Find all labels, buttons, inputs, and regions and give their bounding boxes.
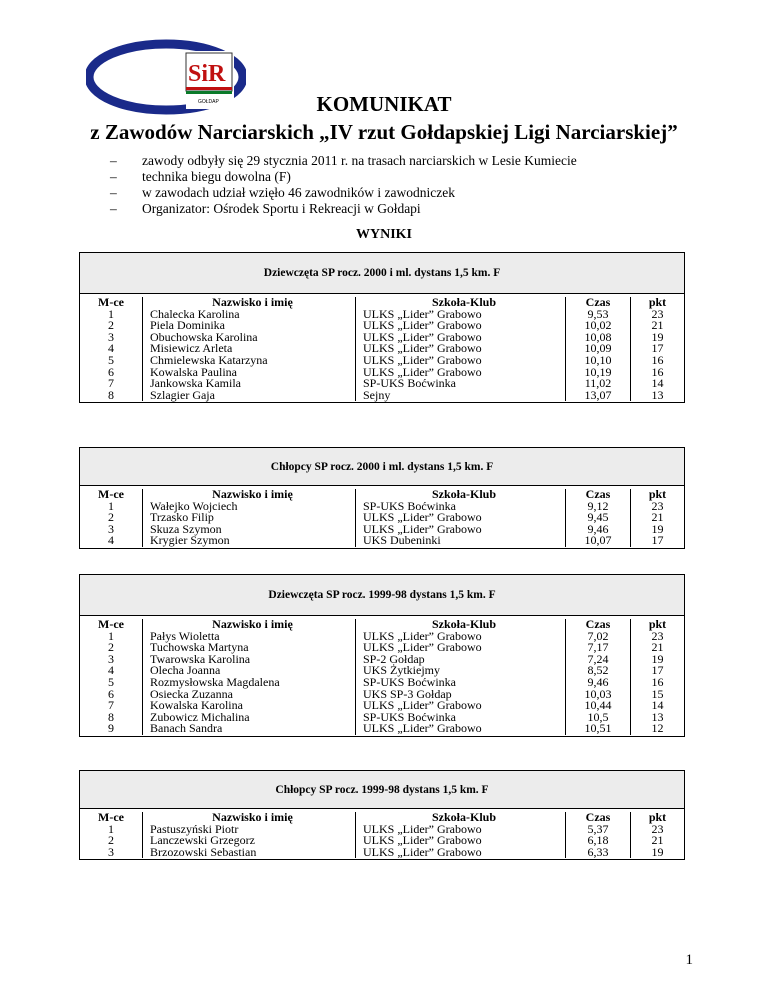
column-place (80, 297, 143, 401)
column-place (80, 812, 143, 858)
table-cell: 23 (651, 498, 664, 513)
results-table (80, 486, 684, 548)
table-cell: Chalecka Karolina (150, 306, 240, 321)
column-header: pkt (648, 295, 667, 309)
table-cell: 7 (108, 376, 114, 391)
logo-subtext: GOŁDAP (198, 99, 219, 105)
table-cell: 9,46 (587, 521, 609, 536)
table-cell: 10,07 (584, 533, 612, 548)
column-header: M-ce (98, 810, 124, 824)
section-title: Dziewczęta SP rocz. 2000 i ml. dystans 1,5 km. F (80, 253, 684, 294)
table-cell: 19 (651, 521, 664, 536)
table-cell: 2 (108, 833, 114, 848)
table-cell: Twarowska Karolina (150, 651, 251, 666)
results-section (79, 252, 685, 403)
column-points (631, 812, 684, 858)
column-header: Nazwisko i imię (212, 810, 293, 824)
table-cell: Lanczewski Grzegorz (150, 833, 255, 848)
table-cell: 12 (651, 721, 664, 736)
column-header: Szkoła-Klub (431, 810, 497, 824)
table-cell: UKS Żytkiejmy (363, 663, 440, 678)
table-cell: ULKS „Lider” Grabowo (363, 306, 482, 321)
column-header: pkt (648, 810, 667, 824)
table-cell: 14 (651, 698, 664, 713)
table-cell: SP-UKS Boćwinka (363, 674, 457, 689)
table-cell: ULKS „Lider” Grabowo (363, 628, 482, 643)
table-cell: 1 (108, 498, 114, 513)
table-cell: 9,12 (587, 498, 609, 513)
table-cell: 23 (651, 628, 664, 643)
table-cell: Piela Dominika (150, 318, 225, 333)
column-club (356, 297, 566, 401)
table-cell: 4 (108, 341, 114, 356)
column-time (566, 297, 631, 401)
column-place (80, 619, 143, 735)
table-cell: 15 (651, 686, 664, 701)
table-cell: ULKS „Lider” Grabowo (363, 821, 482, 836)
table-cell: 9,45 (587, 510, 609, 525)
table-cell: ULKS „Lider” Grabowo (363, 341, 482, 356)
table-cell: ULKS „Lider” Grabowo (363, 352, 482, 367)
table-cell: 6,18 (587, 833, 609, 848)
table-cell: 9,53 (587, 306, 609, 321)
table-cell: 1 (108, 821, 114, 836)
table-cell: 21 (651, 510, 664, 525)
column-place (80, 489, 143, 547)
column-header: pkt (648, 617, 667, 631)
column-time (566, 619, 631, 735)
intro-item: – Organizator: Ośrodek Sportu i Rekreacji w Gołdapi (110, 201, 577, 217)
table-cell: ULKS „Lider” Grabowo (363, 721, 482, 736)
table-cell: Pastuszyński Piotr (150, 821, 239, 836)
results-table (80, 809, 684, 859)
column-header: Szkoła-Klub (431, 295, 497, 309)
table-cell: 3 (108, 521, 114, 536)
table-cell: 10,44 (584, 698, 612, 713)
column-header: M-ce (98, 617, 124, 631)
table-cell: UKS SP-3 Gołdap (363, 686, 452, 701)
table-cell: 13 (651, 709, 664, 724)
table-cell: 21 (651, 640, 664, 655)
column-club (356, 489, 566, 547)
column-club (356, 812, 566, 858)
table-cell: ULKS „Lider” Grabowo (363, 510, 482, 525)
table-cell: SP-UKS Boćwinka (363, 709, 457, 724)
table-cell: 2 (108, 318, 114, 333)
table-cell: 1 (108, 306, 114, 321)
table-cell: 5,37 (587, 821, 609, 836)
table-cell: 4 (108, 663, 114, 678)
table-cell: 10,10 (584, 352, 612, 367)
table-cell: 23 (651, 821, 664, 836)
table-cell: 7,02 (587, 628, 609, 643)
column-name (143, 812, 356, 858)
column-club (356, 619, 566, 735)
table-cell: 10,51 (584, 721, 612, 736)
column-name (143, 619, 356, 735)
table-cell: 6 (108, 686, 114, 701)
table-cell: 14 (651, 376, 664, 391)
table-cell: 9 (108, 721, 114, 736)
column-header: Czas (585, 295, 611, 309)
table-cell: 8,52 (587, 663, 609, 678)
table-cell: SP-UKS Boćwinka (363, 498, 457, 513)
table-cell: 4 (108, 533, 114, 548)
section-title: Chłopcy SP rocz. 2000 i ml. dystans 1,5 km. F (80, 448, 684, 486)
table-cell: Rozmysłowska Magdalena (150, 674, 280, 689)
table-cell: Brzozowski Sebastian (150, 844, 257, 859)
table-cell: 17 (651, 533, 664, 548)
column-name (143, 489, 356, 547)
table-cell: 21 (651, 318, 664, 333)
table-cell: 2 (108, 640, 114, 655)
section-title: Dziewczęta SP rocz. 1999-98 dystans 1,5 km. F (80, 575, 684, 616)
results-section (79, 447, 685, 549)
table-cell: 19 (651, 329, 664, 344)
table-cell: 13,07 (584, 387, 612, 402)
table-cell: 7 (108, 698, 114, 713)
results-table (80, 294, 684, 402)
document-subtitle: z Zawodów Narciarskich „IV rzut Gołdapskiej Ligi Narciarskiej” (90, 120, 678, 144)
table-cell: ULKS „Lider” Grabowo (363, 521, 482, 536)
table-cell: Kowalska Paulina (150, 364, 237, 379)
table-cell: 16 (651, 364, 664, 379)
table-cell: 7,17 (587, 640, 609, 655)
table-cell: UKS Dubeninki (363, 533, 441, 548)
column-header: Szkoła-Klub (431, 617, 497, 631)
intro-item: – zawody odbyły się 29 stycznia 2011 r. na trasach narciarskich w Lesie Kumiecie (110, 153, 577, 169)
table-cell: Chmielewska Katarzyna (150, 352, 268, 367)
table-cell: 10,08 (584, 329, 612, 344)
table-cell: 3 (108, 844, 114, 859)
table-cell: Olecha Joanna (150, 663, 221, 678)
column-header: pkt (648, 487, 667, 501)
results-section (79, 770, 685, 860)
column-points (631, 619, 684, 735)
table-cell: 8 (108, 709, 114, 724)
table-cell: ULKS „Lider” Grabowo (363, 640, 482, 655)
table-cell: 5 (108, 352, 114, 367)
results-heading: WYNIKI (355, 227, 412, 242)
table-cell: 1 (108, 628, 114, 643)
table-cell: 16 (651, 674, 664, 689)
table-cell: ULKS „Lider” Grabowo (363, 698, 482, 713)
table-cell: Sejny (363, 387, 391, 402)
table-cell: Wałejko Wojciech (150, 498, 238, 513)
column-header: Czas (585, 810, 611, 824)
table-cell: 19 (651, 844, 664, 859)
column-points (631, 489, 684, 547)
table-cell: Krygier Szymon (150, 533, 230, 548)
logo-text: SiR (188, 61, 226, 87)
column-header: Czas (585, 617, 611, 631)
table-cell: SP-2 Gołdap (363, 651, 425, 666)
results-table (80, 616, 684, 736)
table-cell: 16 (651, 352, 664, 367)
table-cell: 19 (651, 651, 664, 666)
table-cell: Pałys Wioletta (150, 628, 220, 643)
table-cell: 3 (108, 329, 114, 344)
table-cell: ULKS „Lider” Grabowo (363, 364, 482, 379)
table-cell: 10,03 (584, 686, 612, 701)
column-header: Nazwisko i imię (212, 617, 293, 631)
table-cell: Jankowska Kamila (150, 376, 241, 391)
table-cell: Misiewicz Arleta (150, 341, 233, 356)
intro-list (110, 153, 577, 217)
table-cell: ULKS „Lider” Grabowo (363, 329, 482, 344)
table-cell: 11,02 (584, 376, 612, 391)
section-title: Chłopcy SP rocz. 1999-98 dystans 1,5 km. F (80, 771, 684, 809)
table-cell: 6 (108, 364, 114, 379)
table-cell: Banach Sandra (150, 721, 223, 736)
table-cell: Zubowicz Michalina (150, 709, 250, 724)
column-header: Nazwisko i imię (212, 487, 293, 501)
table-cell: Tuchowska Martyna (150, 640, 249, 655)
intro-item: – technika biegu dowolna (F) (110, 169, 577, 185)
table-cell: Trzasko Filip (150, 510, 214, 525)
table-cell: 8 (108, 387, 114, 402)
table-cell: ULKS „Lider” Grabowo (363, 844, 482, 859)
column-header: Szkoła-Klub (431, 487, 497, 501)
table-cell: 7,24 (587, 651, 609, 666)
table-cell: 21 (651, 833, 664, 848)
table-cell: 17 (651, 663, 664, 678)
column-header: Czas (585, 487, 611, 501)
column-points (631, 297, 684, 401)
column-header: M-ce (98, 487, 124, 501)
intro-item: – w zawodach udział wzięło 46 zawodników i zawodniczek (110, 185, 577, 201)
column-header: M-ce (98, 295, 124, 309)
table-cell: 2 (108, 510, 114, 525)
table-cell: 13 (651, 387, 664, 402)
document-title: KOMUNIKAT (316, 92, 452, 116)
table-cell: SP-UKS Boćwinka (363, 376, 457, 391)
column-header: Nazwisko i imię (212, 295, 293, 309)
results-section (79, 574, 685, 737)
column-time (566, 489, 631, 547)
table-cell: ULKS „Lider” Grabowo (363, 833, 482, 848)
table-cell: 5 (108, 674, 114, 689)
column-time (566, 812, 631, 858)
column-name (143, 297, 356, 401)
table-cell: Osiecka Zuzanna (150, 686, 233, 701)
table-cell: 9,46 (587, 674, 609, 689)
page-number: 1 (685, 952, 693, 968)
table-cell: 10,09 (584, 341, 612, 356)
table-cell: ULKS „Lider” Grabowo (363, 318, 482, 333)
table-cell: 23 (651, 306, 664, 321)
table-cell: Skuza Szymon (150, 521, 222, 536)
table-cell: 17 (651, 341, 664, 356)
table-cell: 6,33 (587, 844, 609, 859)
table-cell: 3 (108, 651, 114, 666)
table-cell: 10,19 (584, 364, 612, 379)
table-cell: 10,02 (584, 318, 612, 333)
table-cell: Obuchowska Karolina (150, 329, 258, 344)
table-cell: Szlagier Gaja (150, 387, 215, 402)
table-cell: 10,5 (587, 709, 609, 724)
table-cell: Kowalska Karolina (150, 698, 243, 713)
